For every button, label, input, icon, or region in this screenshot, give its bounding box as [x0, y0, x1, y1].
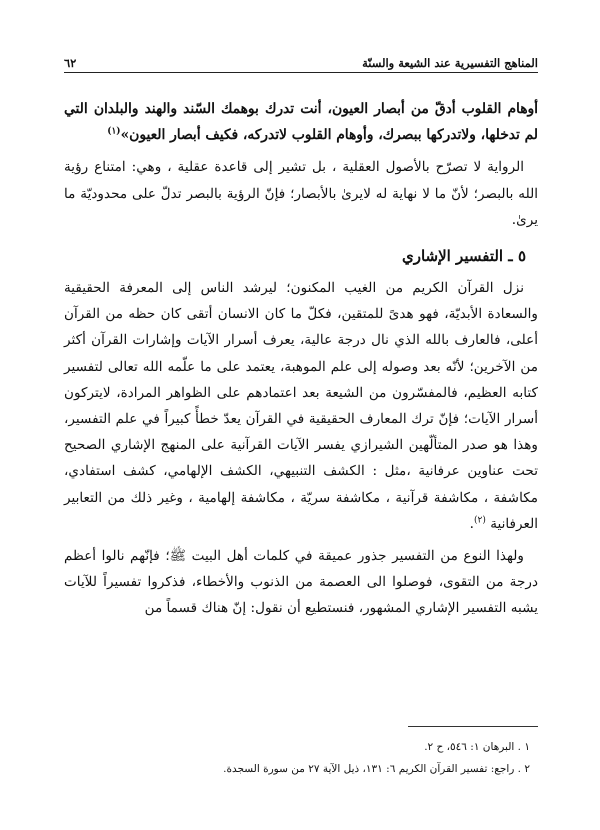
- quote-text: أوهام القلوب أدقّ من أبصار العيون، أنت تدرك بوهمك السّند والهند والبلدان التي لم تدخلها، ولاتدركها ببصرك، وأوهام القلوب لاتدركه، فكيف أبصار العيون»: [64, 101, 538, 144]
- footnote-ref-1[interactable]: (١): [107, 126, 121, 137]
- ahl-al-bayt-paragraph: ولهذا النوع من التفسير جذور عميقة في كلمات أهل البيت ﷺ؛ فإنّهم نالوا أعظم درجة من التقوى، فوصلوا الى العصمة من الذنوب والأخطاء، فذكروا تفسيراً للآيات يشبه التفسير الإشاري المشهور، فنستطيع أن نقول: إنّ هناك قسماً من: [64, 548, 538, 617]
- sufi-interpretation-paragraph: نزل القرآن الكريم من الغيب المكنون؛ ليرشد الناس إلى المعرفة الحقيقية والسعادة الأبديّة، فهو هدىً للمتقين، فكلّ ما كان الانسان أتقى كان حظه من القرآن أعلى، فالعارف بالله الذي نال درجة عالية، يعرف أسرار الآيات وإشارات القرآن أكثر من الآخرين؛ لأنّه بعد وصوله إلى علم الموهبة، يعتمد على ما علّمه الله تعالى لتفسير كتابه العظيم، فالمفسّرون من الشيعة بعد اعتمادهم على الظواهر المرادة، لايتركون أسرار الآيات؛ فإنّ ترك المعارف الحقيقية في القرآن يعدّ خطأً كبيراً في علم التفسير، وهذا هو صدر المتألّهين الشيرازي يفسر الآيات القرآنية على المنهج الإشاري الصحيح تحت عناوين عرفانية ،مثل : الكشف التنبيهي، الكشف الإلهامي، كشف استفادي، مكاشفة ، مكاشفة قرآنية ، مكاشفة سريّة ، مكاشفة إلهامية ، وغير ذلك من التعابير العرفانية $^{(٢)}$.: [64, 280, 538, 532]
- quote-paragraph: [64, 96, 538, 148]
- main-text: [64, 96, 538, 622]
- book-page: [64, 0, 538, 830]
- explanation-paragraph: الرواية لا تصرّح بالأصول العقلية ، بل تشير إلى قاعدة عقلية ، وهي: امتناع رؤية الله بالبصر؛ لأنّ ما لا نهاية له لايرىٰ بالأبصار؛ فإنّ الرؤية بالبصر تدلّ على محدوديّة ما يرىٰ.: [64, 159, 538, 228]
- footnote-1: ١ . البرهان ١: ٥٤٦، ح ٢.: [424, 741, 530, 753]
- footnote-separator: [408, 726, 538, 727]
- footnote-ref-2[interactable]: (٢): [474, 515, 486, 526]
- page-number: ٦٢: [64, 56, 77, 70]
- footnotes: [64, 736, 538, 780]
- page-header: [64, 50, 538, 70]
- section-heading: ٥ ـ التفسير الإشاري: [401, 247, 526, 266]
- paragraph-text: نزل القرآن الكريم من الغيب المكنون؛ ليرشد الناس إلى المعرفة الحقيقية والسعادة الأبديّة، فهو هدىً للمتقين، فكلّ ما كان الانسان أتقى كان حظه من القرآن أعلى، فالعارف بالله الذي نال درجة عالية، يعرف أسرار الآيات وإشارات القرآن أكثر من الآخرين؛ لأنّه بعد وصوله إلى علم الموهبة، يعتمد على ما علّمه الله تعالى لتفسير كتابه العظيم، فالمفسّرون من الشيعة بعد اعتمادهم على الظواهر المرادة، لايتركون أسرار الآيات؛ فإنّ ترك المعارف الحقيقية في القرآن يعدّ خطأً كبيراً في علم التفسير، وهذا هو صدر المتألّهين الشيرازي يفسر الآيات القرآنية على المنهج الإشاري الصحيح تحت عناوين عرفانية ،مثل : الكشف التنبيهي، الكشف الإلهامي، كشف استفادي، مكاشفة ، مكاشفة قرآنية ، مكاشفة سريّة ، مكاشفة إلهامية ، وغير ذلك من التعابير العرفانية: [64, 280, 538, 532]
- header-rule: [64, 72, 538, 73]
- footnote-2: ٢ . راجع: تفسير القرآن الكريم ٦: ١٣١، ذيل الآية ٢٧ من سورة السجدة.: [223, 763, 530, 775]
- running-title: المناهج التفسيرية عند الشيعة والسنّة: [362, 56, 538, 70]
